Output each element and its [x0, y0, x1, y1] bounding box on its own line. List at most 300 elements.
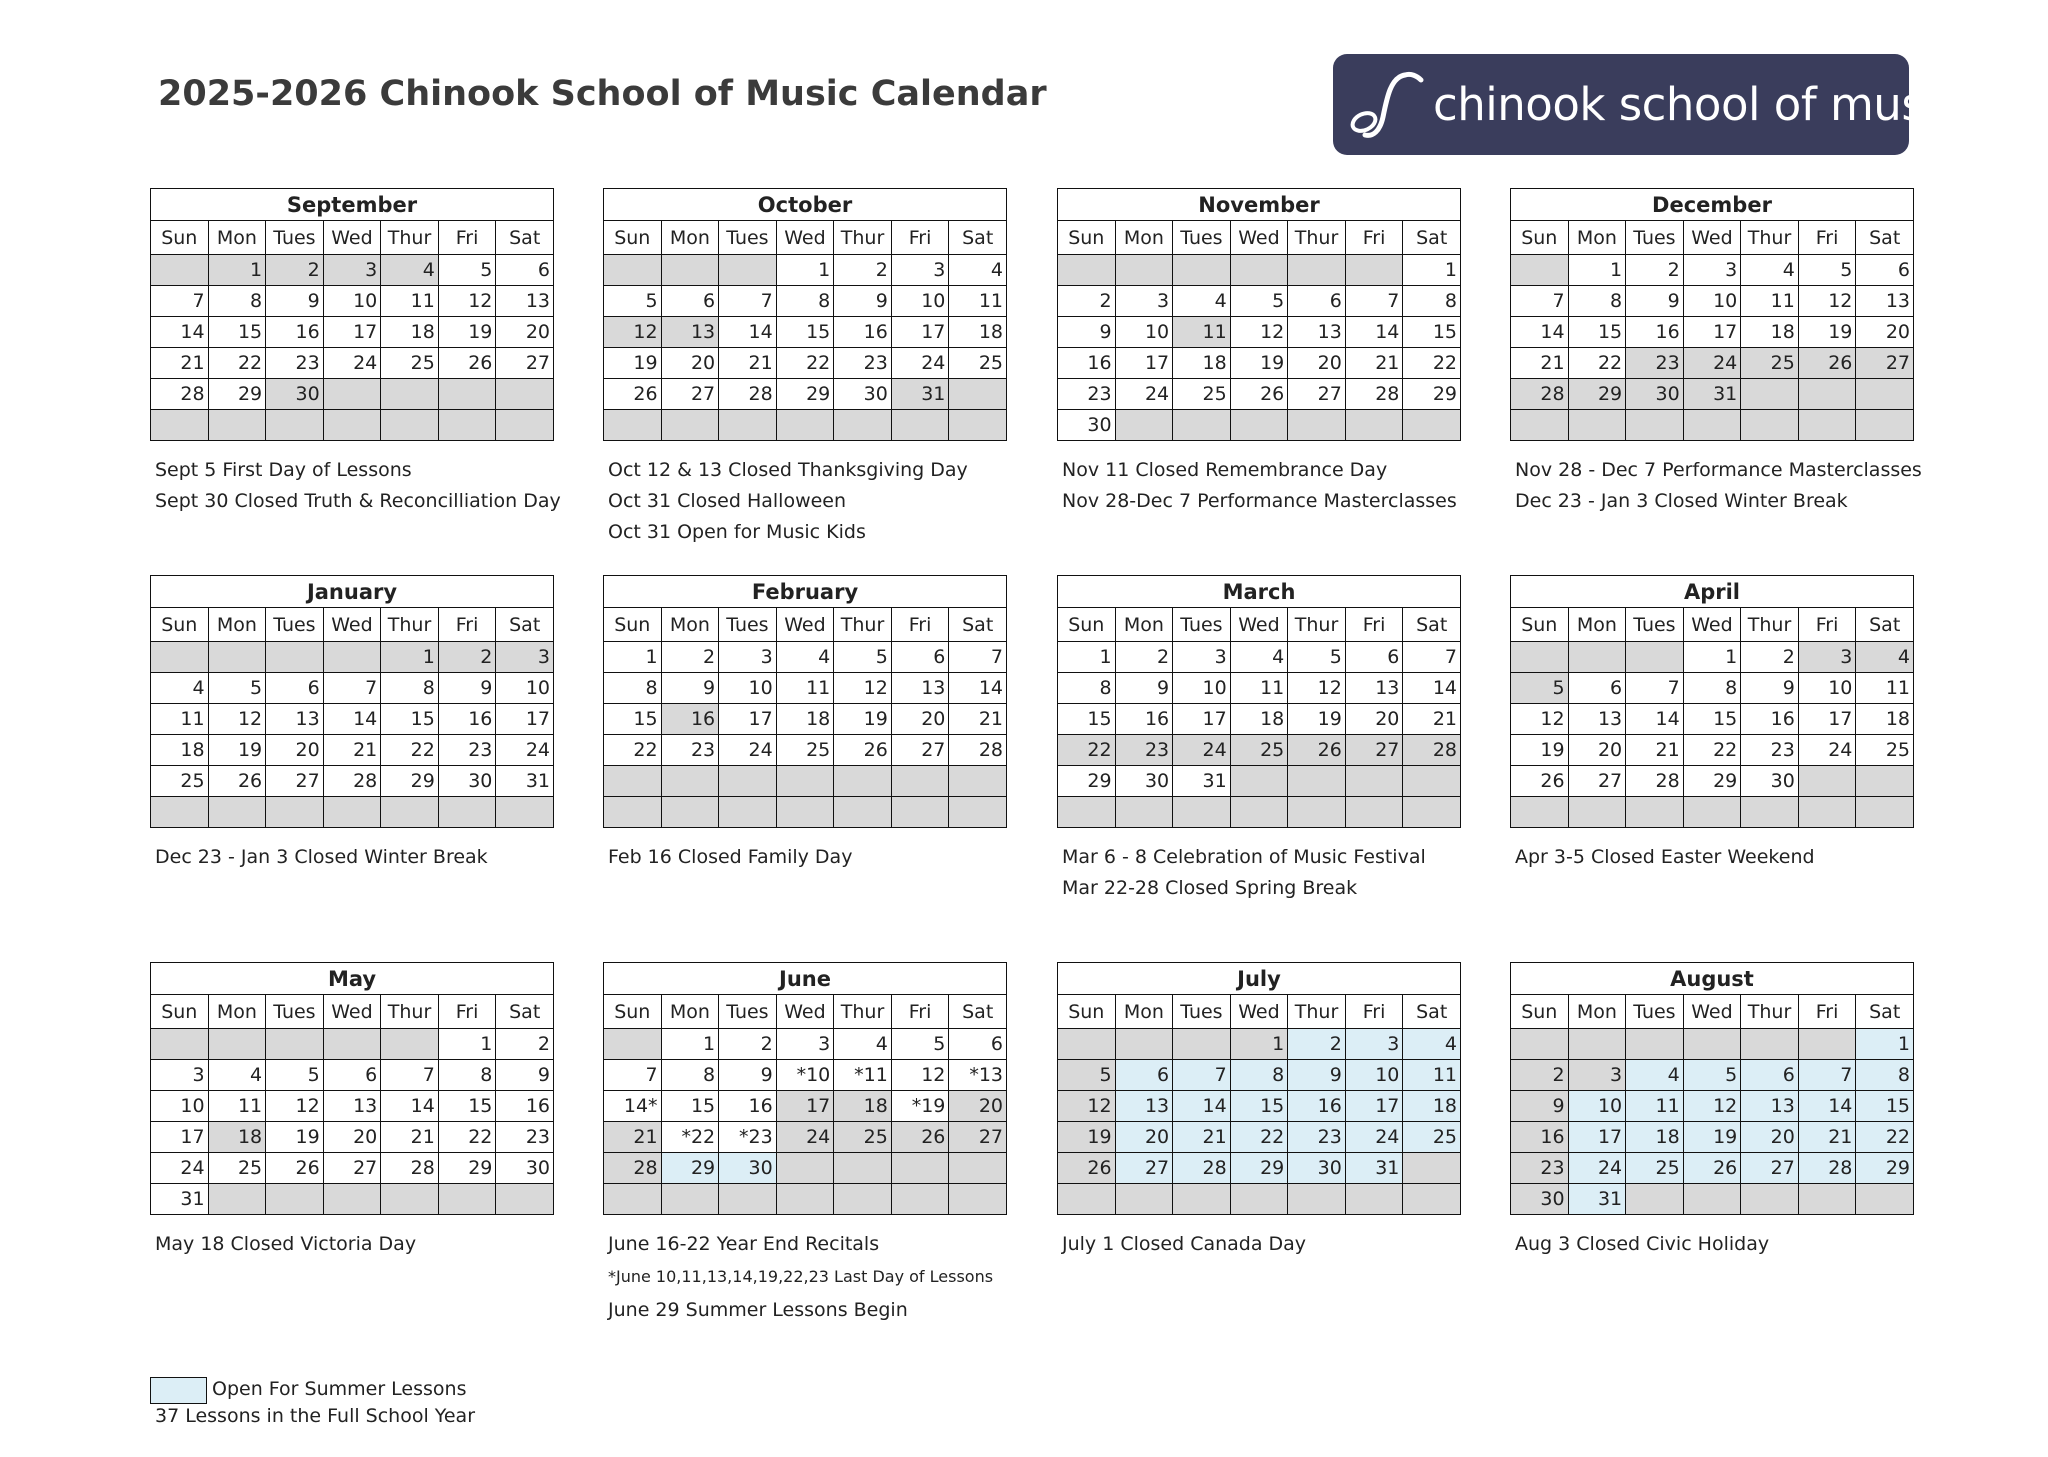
- month-note: June 29 Summer Lessons Begin: [608, 1299, 908, 1321]
- day-cell: [1345, 255, 1403, 286]
- day-cell: 28: [719, 379, 777, 410]
- day-cell: [834, 1153, 892, 1184]
- day-cell: [661, 255, 719, 286]
- day-cell: 11: [381, 286, 439, 317]
- day-cell: [151, 410, 209, 441]
- week-row: [1511, 642, 1914, 673]
- day-cell: 26: [1288, 735, 1346, 766]
- weekday-header: Fri: [1798, 995, 1856, 1029]
- day-cell: 23: [1115, 735, 1173, 766]
- day-cell: 10: [891, 286, 949, 317]
- month-title: December: [1511, 189, 1914, 221]
- day-cell: 16: [1115, 704, 1173, 735]
- day-cell: 28: [381, 1153, 439, 1184]
- day-cell: 12: [1798, 286, 1856, 317]
- day-cell: [1741, 410, 1799, 441]
- month-note: Oct 31 Open for Music Kids: [608, 521, 866, 543]
- month-note: June 16-22 Year End Recitals: [608, 1233, 880, 1255]
- day-cell: 17: [1798, 704, 1856, 735]
- day-cell: [776, 410, 834, 441]
- day-cell: 6: [891, 642, 949, 673]
- day-cell: [1345, 766, 1403, 797]
- day-cell: 10: [1173, 673, 1231, 704]
- week-row: [604, 704, 1007, 735]
- day-cell: 24: [1115, 379, 1173, 410]
- day-cell: 23: [834, 348, 892, 379]
- week-row: [1511, 1091, 1914, 1122]
- day-cell: [266, 410, 324, 441]
- weekday-header: Fri: [1798, 608, 1856, 642]
- week-row: [604, 1153, 1007, 1184]
- month-calendar-october: [603, 188, 1007, 441]
- month-calendar-june: [603, 962, 1007, 1215]
- day-cell: 20: [1288, 348, 1346, 379]
- day-cell: 3: [1798, 642, 1856, 673]
- week-row: [1511, 704, 1914, 735]
- day-cell: 9: [496, 1060, 554, 1091]
- weekday-header: Mon: [1568, 608, 1626, 642]
- weekday-header: Sun: [1058, 221, 1116, 255]
- weekday-header: Tues: [1626, 608, 1684, 642]
- day-cell: [151, 1029, 209, 1060]
- day-cell: 24: [1173, 735, 1231, 766]
- day-cell: 9: [1115, 673, 1173, 704]
- day-cell: 6: [1856, 255, 1914, 286]
- day-cell: 30: [266, 379, 324, 410]
- weekday-header: Fri: [1345, 221, 1403, 255]
- day-cell: 14: [719, 317, 777, 348]
- week-row: [604, 379, 1007, 410]
- day-cell: [719, 1184, 777, 1215]
- week-row: [1511, 1153, 1914, 1184]
- day-cell: [1626, 1029, 1684, 1060]
- day-cell: 18: [1626, 1122, 1684, 1153]
- day-cell: 20: [1345, 704, 1403, 735]
- weekday-header: Mon: [661, 995, 719, 1029]
- day-cell: 12: [604, 317, 662, 348]
- week-row: [604, 797, 1007, 828]
- day-cell: 29: [1403, 379, 1461, 410]
- day-cell: 2: [266, 255, 324, 286]
- day-cell: [1345, 797, 1403, 828]
- month-title: August: [1511, 963, 1914, 995]
- day-cell: 17: [496, 704, 554, 735]
- day-cell: [604, 410, 662, 441]
- day-cell: [1288, 255, 1346, 286]
- day-cell: 24: [151, 1153, 209, 1184]
- weekday-header: Sun: [151, 995, 209, 1029]
- day-cell: 24: [496, 735, 554, 766]
- day-cell: 26: [1511, 766, 1569, 797]
- day-cell: [1856, 1184, 1914, 1215]
- month-title: June: [604, 963, 1007, 995]
- weekday-header: Fri: [1798, 221, 1856, 255]
- day-cell: 8: [604, 673, 662, 704]
- day-cell: 13: [1115, 1091, 1173, 1122]
- weekday-header: Mon: [208, 221, 266, 255]
- day-cell: 7: [719, 286, 777, 317]
- day-cell: 29: [208, 379, 266, 410]
- day-cell: 23: [1626, 348, 1684, 379]
- day-cell: 11: [1626, 1091, 1684, 1122]
- day-cell: [1683, 1029, 1741, 1060]
- day-cell: 20: [891, 704, 949, 735]
- day-cell: 13: [1288, 317, 1346, 348]
- day-cell: 31: [496, 766, 554, 797]
- weekday-header: Thur: [1288, 608, 1346, 642]
- day-cell: 1: [1856, 1029, 1914, 1060]
- day-cell: 4: [1403, 1029, 1461, 1060]
- week-row: [604, 735, 1007, 766]
- day-cell: 6: [949, 1029, 1007, 1060]
- week-row: [1058, 255, 1461, 286]
- day-cell: 23: [1741, 735, 1799, 766]
- day-cell: [1230, 766, 1288, 797]
- day-cell: 19: [1058, 1122, 1116, 1153]
- month-note: Oct 12 & 13 Closed Thanksgiving Day: [608, 459, 968, 481]
- day-cell: 16: [661, 704, 719, 735]
- day-cell: [891, 797, 949, 828]
- day-cell: 2: [1115, 642, 1173, 673]
- day-cell: 27: [891, 735, 949, 766]
- day-cell: 25: [151, 766, 209, 797]
- day-cell: [891, 1184, 949, 1215]
- week-row: [1058, 1091, 1461, 1122]
- week-row: [151, 317, 554, 348]
- weekday-header: Sat: [496, 608, 554, 642]
- day-cell: 1: [1683, 642, 1741, 673]
- day-cell: 2: [661, 642, 719, 673]
- day-cell: 10: [496, 673, 554, 704]
- day-cell: [1403, 410, 1461, 441]
- weekday-header: Tues: [1173, 608, 1231, 642]
- day-cell: 8: [438, 1060, 496, 1091]
- day-cell: 21: [1173, 1122, 1231, 1153]
- day-cell: 30: [1626, 379, 1684, 410]
- day-cell: 18: [776, 704, 834, 735]
- day-cell: 13: [1568, 704, 1626, 735]
- day-cell: 1: [604, 642, 662, 673]
- month-note: Sept 5 First Day of Lessons: [155, 459, 412, 481]
- day-cell: [1173, 255, 1231, 286]
- month-calendar-november: [1057, 188, 1461, 441]
- month-note: Mar 6 - 8 Celebration of Music Festival: [1062, 846, 1426, 868]
- weekday-header: Wed: [1230, 995, 1288, 1029]
- weekday-header: Mon: [1115, 995, 1173, 1029]
- week-row: [604, 255, 1007, 286]
- day-cell: 15: [1230, 1091, 1288, 1122]
- day-cell: 6: [661, 286, 719, 317]
- day-cell: [1683, 410, 1741, 441]
- day-cell: 30: [834, 379, 892, 410]
- day-cell: 27: [1856, 348, 1914, 379]
- day-cell: 18: [381, 317, 439, 348]
- week-row: [151, 410, 554, 441]
- day-cell: [776, 797, 834, 828]
- day-cell: 22: [1683, 735, 1741, 766]
- day-cell: 2: [1511, 1060, 1569, 1091]
- week-row: [151, 1184, 554, 1215]
- day-cell: [1626, 1184, 1684, 1215]
- week-row: [151, 379, 554, 410]
- week-row: [151, 704, 554, 735]
- day-cell: 26: [208, 766, 266, 797]
- week-row: [151, 1060, 554, 1091]
- day-cell: [1403, 1153, 1461, 1184]
- day-cell: 1: [438, 1029, 496, 1060]
- day-cell: 21: [604, 1122, 662, 1153]
- day-cell: [496, 410, 554, 441]
- logo-text: chinook school of music: [1433, 78, 1961, 131]
- day-cell: 7: [949, 642, 1007, 673]
- week-row: [604, 642, 1007, 673]
- weekday-header: Sat: [949, 608, 1007, 642]
- week-row: [1058, 673, 1461, 704]
- day-cell: 16: [719, 1091, 777, 1122]
- weekday-header: Thur: [381, 995, 439, 1029]
- month-title: October: [604, 189, 1007, 221]
- day-cell: [776, 1153, 834, 1184]
- weekday-header: Sat: [496, 995, 554, 1029]
- month-title: November: [1058, 189, 1461, 221]
- day-cell: 17: [776, 1091, 834, 1122]
- day-cell: 1: [661, 1029, 719, 1060]
- weekday-header: Wed: [1683, 995, 1741, 1029]
- day-cell: 21: [719, 348, 777, 379]
- weekday-header: Wed: [1230, 608, 1288, 642]
- day-cell: 18: [949, 317, 1007, 348]
- week-row: [604, 1060, 1007, 1091]
- week-row: [1511, 348, 1914, 379]
- day-cell: 26: [1230, 379, 1288, 410]
- day-cell: [496, 379, 554, 410]
- week-row: [151, 1091, 554, 1122]
- day-cell: 16: [1288, 1091, 1346, 1122]
- weekday-header: Sat: [496, 221, 554, 255]
- day-cell: 8: [1683, 673, 1741, 704]
- day-cell: 12: [438, 286, 496, 317]
- day-cell: 17: [719, 704, 777, 735]
- day-cell: 30: [1288, 1153, 1346, 1184]
- weekday-header: Fri: [438, 221, 496, 255]
- day-cell: 24: [1568, 1153, 1626, 1184]
- day-cell: [1798, 766, 1856, 797]
- day-cell: 28: [323, 766, 381, 797]
- month-calendar-april: [1510, 575, 1914, 828]
- day-cell: 18: [1403, 1091, 1461, 1122]
- day-cell: 25: [1856, 735, 1914, 766]
- weekday-header: Sun: [1511, 995, 1569, 1029]
- week-row: [1511, 766, 1914, 797]
- day-cell: 16: [496, 1091, 554, 1122]
- day-cell: 7: [1798, 1060, 1856, 1091]
- day-cell: 9: [438, 673, 496, 704]
- day-cell: 26: [1058, 1153, 1116, 1184]
- day-cell: 11: [949, 286, 1007, 317]
- day-cell: [1173, 410, 1231, 441]
- day-cell: [719, 766, 777, 797]
- day-cell: 9: [1288, 1060, 1346, 1091]
- day-cell: [891, 1153, 949, 1184]
- day-cell: 23: [1288, 1122, 1346, 1153]
- day-cell: 9: [719, 1060, 777, 1091]
- legend-label: Open For Summer Lessons: [212, 1378, 467, 1400]
- day-cell: [1288, 1184, 1346, 1215]
- week-row: [604, 286, 1007, 317]
- day-cell: 19: [604, 348, 662, 379]
- weekday-header: Sun: [151, 608, 209, 642]
- weekday-header: Tues: [266, 608, 324, 642]
- day-cell: 15: [661, 1091, 719, 1122]
- day-cell: [208, 1029, 266, 1060]
- day-cell: 10: [1345, 1060, 1403, 1091]
- day-cell: [1856, 797, 1914, 828]
- day-cell: 16: [438, 704, 496, 735]
- day-cell: 15: [1683, 704, 1741, 735]
- day-cell: 8: [381, 673, 439, 704]
- day-cell: 31: [1345, 1153, 1403, 1184]
- day-cell: 19: [1683, 1122, 1741, 1153]
- day-cell: 22: [381, 735, 439, 766]
- day-cell: 8: [661, 1060, 719, 1091]
- day-cell: 2: [1288, 1029, 1346, 1060]
- month-title: January: [151, 576, 554, 608]
- day-cell: 26: [1798, 348, 1856, 379]
- day-cell: [834, 766, 892, 797]
- month-note: Nov 11 Closed Remembrance Day: [1062, 459, 1388, 481]
- day-cell: [604, 255, 662, 286]
- music-note-logo-icon: [1347, 67, 1427, 143]
- day-cell: [661, 766, 719, 797]
- day-cell: 4: [1856, 642, 1914, 673]
- day-cell: 21: [1511, 348, 1569, 379]
- day-cell: 31: [151, 1184, 209, 1215]
- month-note: Mar 22-28 Closed Spring Break: [1062, 877, 1358, 899]
- day-cell: 3: [1115, 286, 1173, 317]
- weekday-header: Tues: [266, 221, 324, 255]
- day-cell: 10: [323, 286, 381, 317]
- day-cell: 19: [1288, 704, 1346, 735]
- day-cell: 2: [834, 255, 892, 286]
- day-cell: 20: [266, 735, 324, 766]
- month-note: Nov 28-Dec 7 Performance Masterclasses: [1062, 490, 1457, 512]
- day-cell: 14: [381, 1091, 439, 1122]
- day-cell: *19: [891, 1091, 949, 1122]
- month-calendar-may: [150, 962, 554, 1215]
- day-cell: [661, 410, 719, 441]
- logo: [1333, 54, 1961, 155]
- day-cell: *13: [949, 1060, 1007, 1091]
- day-cell: [266, 1184, 324, 1215]
- week-row: [1058, 642, 1461, 673]
- day-cell: [1345, 1184, 1403, 1215]
- day-cell: 25: [834, 1122, 892, 1153]
- week-row: [1511, 1122, 1914, 1153]
- day-cell: 30: [1058, 410, 1116, 441]
- day-cell: [266, 797, 324, 828]
- week-row: [604, 410, 1007, 441]
- day-cell: 20: [323, 1122, 381, 1153]
- day-cell: 13: [266, 704, 324, 735]
- day-cell: 7: [1511, 286, 1569, 317]
- day-cell: [1511, 255, 1569, 286]
- day-cell: 28: [1798, 1153, 1856, 1184]
- day-cell: 11: [151, 704, 209, 735]
- day-cell: 24: [1798, 735, 1856, 766]
- day-cell: [151, 642, 209, 673]
- weekday-header: Tues: [1173, 221, 1231, 255]
- day-cell: [604, 766, 662, 797]
- weekday-header: Thur: [1741, 608, 1799, 642]
- day-cell: 25: [1741, 348, 1799, 379]
- day-cell: 9: [661, 673, 719, 704]
- day-cell: 14: [151, 317, 209, 348]
- day-cell: 11: [1856, 673, 1914, 704]
- day-cell: 8: [1568, 286, 1626, 317]
- day-cell: 26: [1683, 1153, 1741, 1184]
- week-row: [151, 1153, 554, 1184]
- day-cell: 27: [661, 379, 719, 410]
- week-row: [604, 1029, 1007, 1060]
- day-cell: 6: [1115, 1060, 1173, 1091]
- day-cell: 22: [1856, 1122, 1914, 1153]
- week-row: [151, 1029, 554, 1060]
- weekday-header: Tues: [719, 995, 777, 1029]
- day-cell: [604, 797, 662, 828]
- day-cell: 27: [1741, 1153, 1799, 1184]
- week-row: [1058, 348, 1461, 379]
- day-cell: 18: [1741, 317, 1799, 348]
- day-cell: 29: [1856, 1153, 1914, 1184]
- day-cell: 12: [891, 1060, 949, 1091]
- day-cell: 29: [1568, 379, 1626, 410]
- week-row: [1511, 1184, 1914, 1215]
- day-cell: [496, 1184, 554, 1215]
- day-cell: 28: [949, 735, 1007, 766]
- day-cell: [949, 766, 1007, 797]
- day-cell: 18: [1230, 704, 1288, 735]
- day-cell: [719, 410, 777, 441]
- week-row: [604, 1091, 1007, 1122]
- weekday-header: Fri: [438, 995, 496, 1029]
- day-cell: 21: [1626, 735, 1684, 766]
- day-cell: [266, 642, 324, 673]
- day-cell: [1058, 255, 1116, 286]
- day-cell: 1: [381, 642, 439, 673]
- day-cell: [1683, 797, 1741, 828]
- week-row: [151, 642, 554, 673]
- month-note: May 18 Closed Victoria Day: [155, 1233, 417, 1255]
- day-cell: 27: [266, 766, 324, 797]
- day-cell: 22: [1403, 348, 1461, 379]
- weekday-header: Fri: [891, 995, 949, 1029]
- day-cell: 7: [604, 1060, 662, 1091]
- day-cell: 1: [1230, 1029, 1288, 1060]
- day-cell: 4: [1230, 642, 1288, 673]
- day-cell: 19: [1511, 735, 1569, 766]
- weekday-header: Sat: [1403, 221, 1461, 255]
- month-note: Aug 3 Closed Civic Holiday: [1515, 1233, 1770, 1255]
- day-cell: 22: [208, 348, 266, 379]
- day-cell: 14: [1798, 1091, 1856, 1122]
- day-cell: [1741, 797, 1799, 828]
- day-cell: 28: [1403, 735, 1461, 766]
- weekday-header: Sat: [1856, 221, 1914, 255]
- total-lessons-note: 37 Lessons in the Full School Year: [155, 1405, 476, 1427]
- day-cell: 18: [208, 1122, 266, 1153]
- day-cell: 5: [208, 673, 266, 704]
- day-cell: 17: [323, 317, 381, 348]
